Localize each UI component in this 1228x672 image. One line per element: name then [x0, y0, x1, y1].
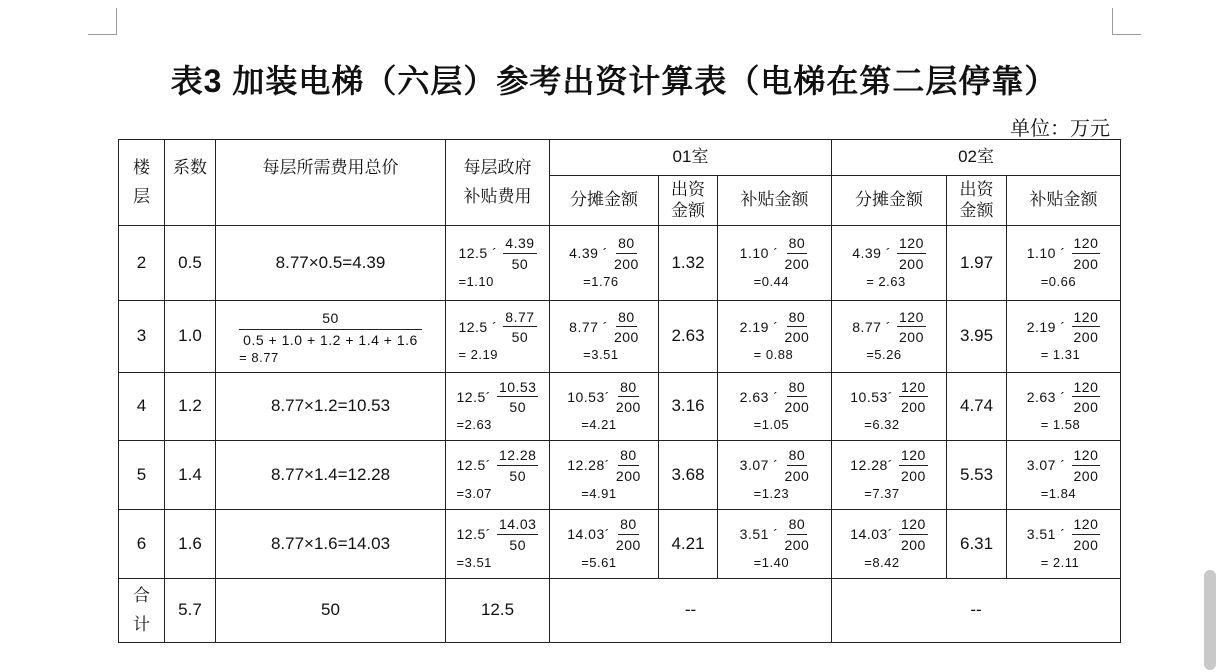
room02-share-formula: 14.03´ $\frac{120}{200}$ =8.42	[832, 510, 947, 579]
room02-subsidy-formula: 2.63 ´ $\frac{120}{200}$ = 1.58	[1007, 373, 1121, 441]
room01-subsidy-formula: 2.63 ´ $\frac{80}{200}$ =1.05	[718, 373, 832, 441]
header-room-01: 01室	[550, 140, 832, 176]
coef-cell: 1.2	[165, 373, 216, 441]
subsidy-formula: 12.5´ $\frac{12.28}{50}$ =3.07	[446, 441, 550, 510]
total-coef: 5.7	[165, 579, 216, 643]
room01-pay: 3.68	[659, 441, 718, 510]
table-row	[119, 510, 1121, 579]
vertical-scrollbar[interactable]	[1204, 570, 1216, 670]
room01-share-formula: 8.77 ´ $\frac{80}{200}$ =3.51	[550, 301, 659, 373]
header-row-1	[119, 140, 1121, 176]
header-01-pay: 出资 金额	[659, 176, 718, 226]
room01-share-formula: 4.39 ´ $\frac{80}{200}$ =1.76	[550, 226, 659, 301]
floor-cell: 6	[119, 510, 165, 579]
header-01-share: 分摊金额	[550, 176, 659, 226]
total-cell: 8.77×1.6=14.03	[216, 510, 446, 579]
header-total: 每层所需费用总价	[216, 140, 446, 226]
header-coef: 系数	[165, 140, 216, 226]
room02-pay: 4.74	[947, 373, 1007, 441]
room01-pay: 1.32	[659, 226, 718, 301]
room02-subsidy-formula: 3.51 ´ $\frac{120}{200}$ = 2.11	[1007, 510, 1121, 579]
room01-share-formula: 14.03´ $\frac{80}{200}$ =5.61	[550, 510, 659, 579]
room01-subsidy-formula: 3.51 ´ $\frac{80}{200}$ =1.40	[718, 510, 832, 579]
floor-cell: 3	[119, 301, 165, 373]
subsidy-formula: 12.5´ $\frac{10.53}{50}$ =2.63	[446, 373, 550, 441]
floor-cell: 2	[119, 226, 165, 301]
contribution-table	[118, 139, 1121, 643]
room02-pay: 6.31	[947, 510, 1007, 579]
room02-pay: 5.53	[947, 441, 1007, 510]
header-floor: 楼 层	[119, 140, 165, 226]
room02-pay: 3.95	[947, 301, 1007, 373]
table-row	[119, 441, 1121, 510]
crop-mark-top-left	[88, 8, 117, 35]
coef-cell: 1.0	[165, 301, 216, 373]
room01-subsidy-formula: 3.07 ´ $\frac{80}{200}$ =1.23	[718, 441, 832, 510]
room02-share-formula: 8.77 ´ $\frac{120}{200}$ =5.26	[832, 301, 947, 373]
room01-pay: 3.16	[659, 373, 718, 441]
subsidy-formula: 12.5´ $\frac{14.03}{50}$ =3.51	[446, 510, 550, 579]
room01-share-formula: 10.53´ $\frac{80}{200}$ =4.21	[550, 373, 659, 441]
total-cell: 8.77×0.5=4.39	[216, 226, 446, 301]
room02-share-formula: 10.53´ $\frac{120}{200}$ =6.32	[832, 373, 947, 441]
floor-cell: 4	[119, 373, 165, 441]
coef-cell: 0.5	[165, 226, 216, 301]
header-02-pay: 出资 金额	[947, 176, 1007, 226]
crop-mark-top-right	[1112, 8, 1141, 35]
subsidy-formula: 12.5 ´ $\frac{4.39}{50}$ =1.10	[446, 226, 550, 301]
header-02-share: 分摊金额	[832, 176, 947, 226]
total-cell: 8.77×1.2=10.53	[216, 373, 446, 441]
header-01-subsidy-amount: 补贴金额	[718, 176, 832, 226]
total-cost: 50	[216, 579, 446, 643]
coef-cell: 1.6	[165, 510, 216, 579]
room02-subsidy-formula: 2.19 ´ $\frac{120}{200}$ = 1.31	[1007, 301, 1121, 373]
room01-subsidy-formula: 1.10 ´ $\frac{80}{200}$ =0.44	[718, 226, 832, 301]
total-room01: --	[550, 579, 832, 643]
room01-pay: 4.21	[659, 510, 718, 579]
room02-share-formula: 4.39 ´ $\frac{120}{200}$ = 2.63	[832, 226, 947, 301]
coef-cell: 1.4	[165, 441, 216, 510]
total-fraction-cell: 50 0.5 + 1.0 + 1.2 + 1.4 + 1.6 = 8.77	[216, 301, 446, 373]
room01-share-formula: 12.28´ $\frac{80}{200}$ =4.91	[550, 441, 659, 510]
table-row	[119, 301, 1121, 373]
total-cell: 8.77×1.4=12.28	[216, 441, 446, 510]
total-subsidy: 12.5	[446, 579, 550, 643]
header-02-subsidy-amount: 补贴金额	[1007, 176, 1121, 226]
room02-share-formula: 12.28´ $\frac{120}{200}$ =7.37	[832, 441, 947, 510]
unit-label: 单位：万元	[1010, 118, 1110, 140]
page-title: 表3 加装电梯（六层）参考出资计算表（电梯在第二层停靠）	[170, 63, 1058, 99]
header-room-02: 02室	[832, 140, 1121, 176]
floor-cell: 5	[119, 441, 165, 510]
total-room02: --	[832, 579, 1121, 643]
room01-subsidy-formula: 2.19 ´ $\frac{80}{200}$ = 0.88	[718, 301, 832, 373]
total-row	[119, 579, 1121, 643]
room01-pay: 2.63	[659, 301, 718, 373]
room02-subsidy-formula: 3.07 ´ $\frac{120}{200}$ =1.84	[1007, 441, 1121, 510]
subsidy-formula: 12.5 ´ $\frac{8.77}{50}$ = 2.19	[446, 301, 550, 373]
total-label: 合 计	[119, 579, 165, 643]
room02-subsidy-formula: 1.10 ´ $\frac{120}{200}$ =0.66	[1007, 226, 1121, 301]
room02-pay: 1.97	[947, 226, 1007, 301]
table-row	[119, 373, 1121, 441]
table-row	[119, 226, 1121, 301]
header-subsidy: 每层政府 补贴费用	[446, 140, 550, 226]
